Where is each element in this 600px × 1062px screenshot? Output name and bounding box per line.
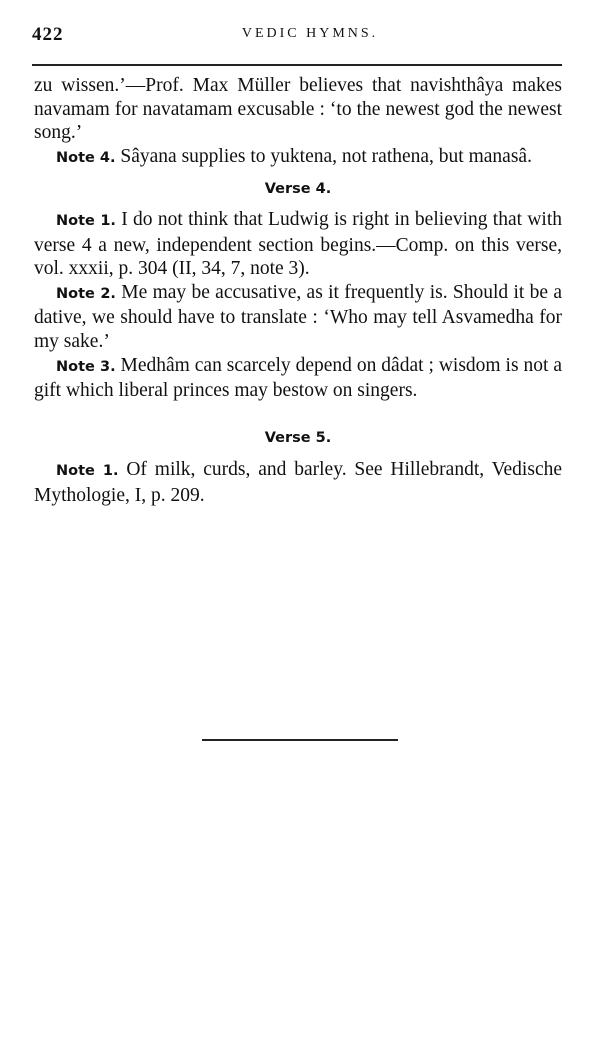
- note-text: Me may be accusative, as it frequently is. Should it be a dative, we should have to translate : ‘Who may tell Asvamedha for my sake.’: [34, 281, 562, 352]
- note-text: I do not think that Ludwig is right in believing that with verse 4 a new, independent section begins.—Comp. on this verse, vol. xxxii, p. 304 (II, 34, 7, note 3).: [34, 208, 563, 280]
- verse5-heading: Verse 5.: [264, 429, 332, 446]
- note-label: Note 2.: [56, 285, 116, 302]
- page-number: 422: [32, 24, 64, 45]
- continued-paragraph: zu wissen.’—Prof. Max Müller believes that navishthâya makes navamam for navatamam excusable : ‘to the newest god the newest song.’: [34, 75, 562, 144]
- note-label: Note 1.: [56, 212, 116, 229]
- verse5-note1: [34, 458, 562, 507]
- verse4-note2: [34, 281, 562, 354]
- note-label: Note 3.: [56, 358, 116, 375]
- note-text: Sâyana supplies to yuktena, not rathena, but manasâ.: [115, 145, 532, 167]
- verse4-note3: [34, 354, 562, 403]
- verse3-note4: [34, 145, 562, 171]
- end-rule: [202, 739, 398, 741]
- note-text: Medhâm can scarcely depend on dâdat ; wisdom is not a gift which liberal princes may bestow on singers.: [34, 354, 562, 402]
- note-label: Note 4.: [56, 149, 116, 166]
- header-rule: [32, 64, 562, 66]
- note-label: Note 1.: [56, 463, 119, 480]
- verse4-heading: Verse 4.: [264, 181, 332, 198]
- running-head: VEDIC HYMNS.: [241, 26, 379, 41]
- page-header: [32, 24, 568, 52]
- page-body: [34, 74, 562, 508]
- note-text: Of milk, curds, and barley. See Hillebrandt, Vedische Mythologie, I, p. 209.: [34, 459, 562, 506]
- verse4-note1: [34, 208, 562, 281]
